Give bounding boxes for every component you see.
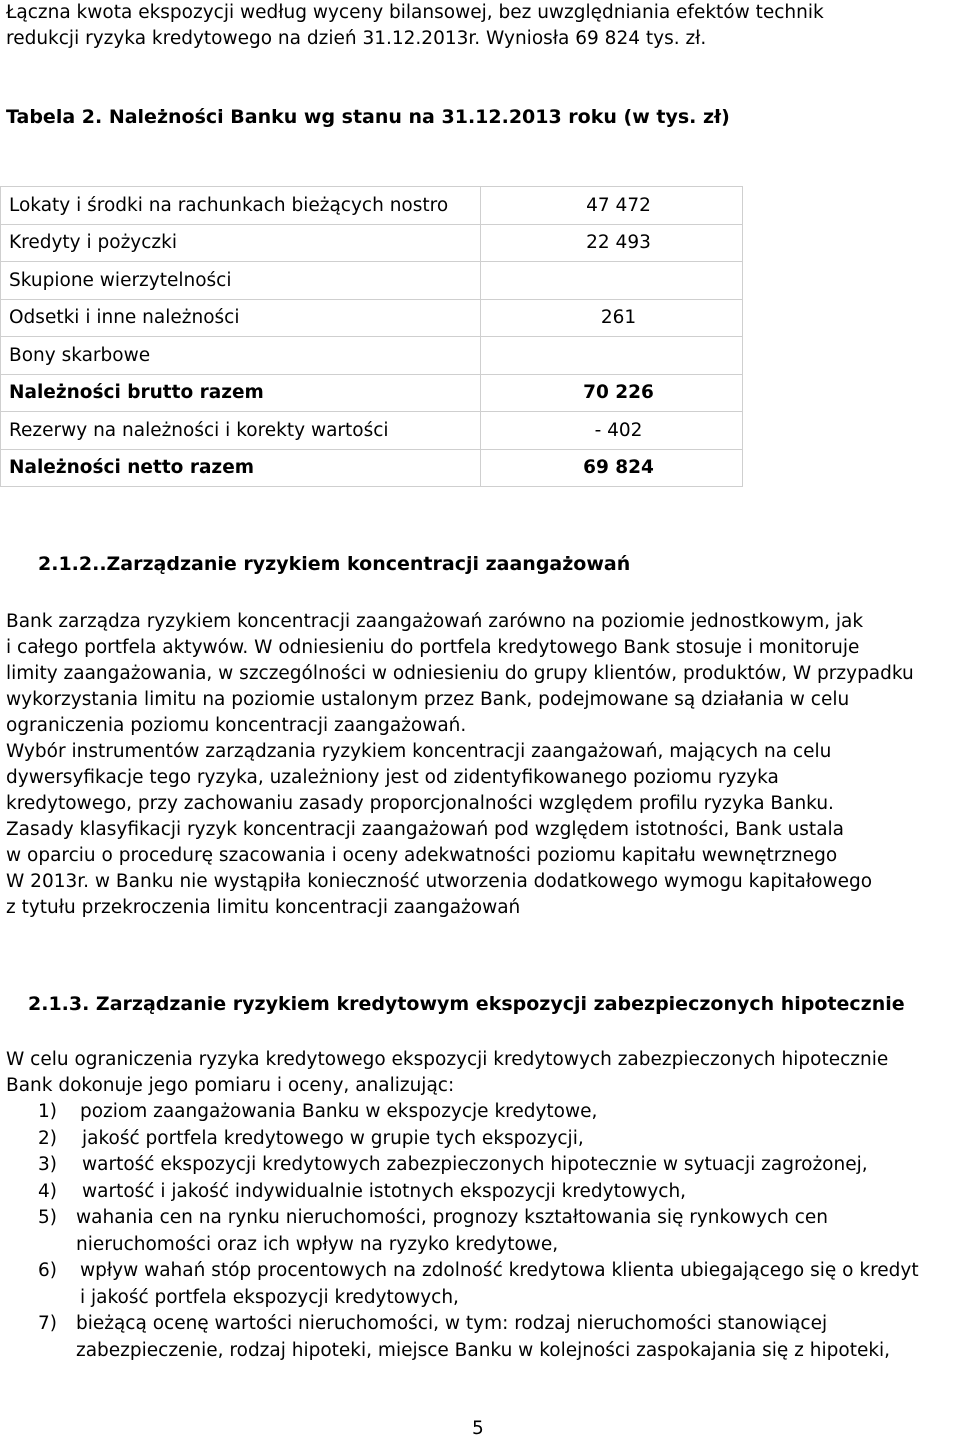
row-value: 22 493 — [481, 224, 743, 262]
mortgage-intro — [6, 1047, 888, 1099]
row-label: Należności brutto razem — [1, 374, 481, 412]
section-heading-mortgage: 2.1.3. Zarządzanie ryzykiem kredytowym ekspozycji zabezpieczonych hipotecznie — [28, 993, 905, 1015]
receivables-table — [0, 186, 743, 487]
page-number: 5 — [472, 1418, 484, 1439]
row-value: 261 — [481, 299, 743, 337]
paragraph-line: Zasady klasyfikacji ryzyk koncentracji zaangażowań pod względem istotności, Bank ustala — [6, 819, 845, 840]
table-row — [1, 262, 743, 300]
row-value: 70 226 — [481, 374, 743, 412]
intro-line: redukcji ryzyka kredytowego na dzień 31.12.2013r. Wyniosła 69 824 tys. zł. — [6, 28, 707, 49]
table-row — [1, 299, 743, 337]
concentration-paragraph — [6, 609, 914, 921]
row-label: Odsetki i inne należności — [1, 299, 481, 337]
paragraph-line: Bank zarządza ryzykiem koncentracji zaangażowań zarówno na poziomie jednostkowym, jak — [6, 611, 864, 632]
table-row — [1, 337, 743, 375]
paragraph-line: kredytowego, przy zachowaniu zasady proporcjonalności względem profilu ryzyka Banku. — [6, 793, 834, 814]
row-label: Bony skarbowe — [1, 337, 481, 375]
row-label: Lokaty i środki na rachunkach bieżących nostro — [1, 187, 481, 225]
table-row — [1, 187, 743, 225]
paragraph-line: W celu ograniczenia ryzyka kredytowego ekspozycji kredytowych zabezpieczonych hipotecznie — [6, 1049, 889, 1070]
intro-paragraph — [6, 0, 824, 52]
paragraph-line: w oparciu o procedurę szacowania i oceny adekwatności poziomu kapitału wewnętrznego — [6, 845, 838, 866]
row-value: 69 824 — [481, 449, 743, 487]
row-value: - 402 — [481, 412, 743, 450]
intro-line: Łączna kwota ekspozycji według wyceny bilansowej, bez uwzględniania efektów technik — [6, 2, 824, 23]
section-heading-concentration: 2.1.2..Zarządzanie ryzykiem koncentracji zaangażowań — [38, 553, 631, 575]
paragraph-line: W 2013r. w Banku nie wystąpiła konieczność utworzenia dodatkowego wymogu kapitałowego — [6, 871, 873, 892]
paragraph-line: ograniczenia poziomu koncentracji zaangażowań. — [6, 715, 467, 736]
paragraph-line: z tytułu przekroczenia limitu koncentracji zaangażowań — [6, 897, 521, 918]
paragraph-line: dywersyfikacje tego ryzyka, uzależniony jest od zidentyfikowanego poziomu ryzyka — [6, 767, 779, 788]
row-label: Kredyty i pożyczki — [1, 224, 481, 262]
paragraph-line: wykorzystania limitu na poziomie ustalonym przez Bank, podejmowane są działania w celu — [6, 689, 850, 710]
table-row — [1, 224, 743, 262]
paragraph-line: Bank dokonuje jego pomiaru i oceny, analizując: — [6, 1075, 455, 1096]
row-value — [481, 337, 743, 375]
table-title: Tabela 2. Należności Banku wg stanu na 31.12.2013 roku (w tys. zł) — [6, 106, 730, 128]
paragraph-line: i całego portfela aktywów. W odniesieniu do portfela kredytowego Bank stosuje i monitoruje — [6, 637, 860, 658]
row-value: 47 472 — [481, 187, 743, 225]
paragraph-line: limity zaangażowania, w szczególności w odniesieniu do grupy klientów, produktów, W przypadku — [6, 663, 914, 684]
table-row-total — [1, 374, 743, 412]
row-label: Rezerwy na należności i korekty wartości — [1, 412, 481, 450]
table-row — [1, 412, 743, 450]
table-row-total — [1, 449, 743, 487]
paragraph-line: Wybór instrumentów zarządzania ryzykiem koncentracji zaangażowań, mających na celu — [6, 741, 832, 762]
row-label: Należności netto razem — [1, 449, 481, 487]
row-label: Skupione wierzytelności — [1, 262, 481, 300]
row-value — [481, 262, 743, 300]
